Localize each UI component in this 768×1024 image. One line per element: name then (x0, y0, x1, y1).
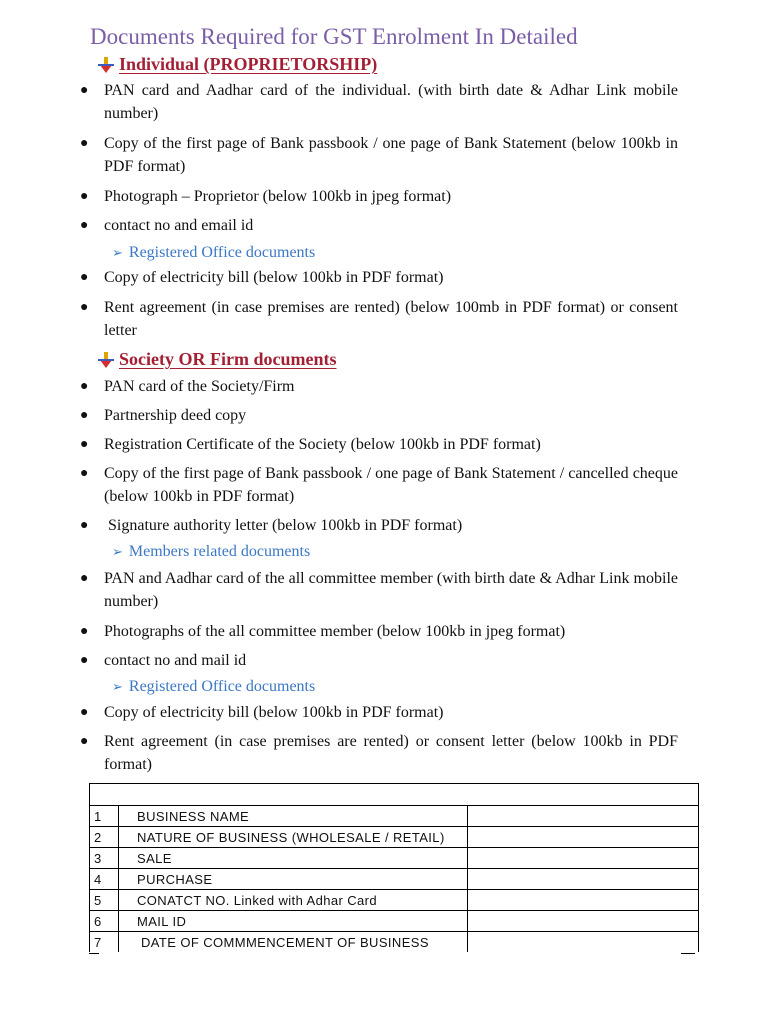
row-label: NATURE OF BUSINESS (WHOLESALE / RETAIL) (119, 827, 468, 848)
arrow-right-icon: ➢ (112, 679, 123, 694)
thumb-down-pointer-icon (97, 351, 115, 369)
list-item: ● Copy of electricity bill (below 100kb in PDF format) (80, 704, 444, 721)
row-value-cell[interactable] (468, 806, 699, 827)
list-item: ● Rent agreement (in case premises are rented) (below 100mb in PDF format) or consent letter (80, 299, 678, 339)
table-row (90, 827, 699, 848)
table-bottom-edge (681, 953, 695, 954)
arrow-right-icon: ➢ (112, 544, 123, 559)
business-info-table (89, 783, 699, 952)
list-item: ● Photograph – Proprietor (below 100kb in jpeg format) (80, 188, 452, 205)
arrow-right-icon: ➢ (112, 245, 123, 260)
row-number: 4 (90, 869, 119, 890)
row-number: 6 (90, 911, 119, 932)
row-number: 7 (90, 932, 119, 953)
list-item: ● contact no and email id (80, 217, 254, 234)
row-label: SALE (119, 848, 468, 869)
table-row (90, 848, 699, 869)
table-row (90, 890, 699, 911)
list-item: ● Rent agreement (in case premises are rented) or consent letter (below 100kb in PDF format) (80, 733, 678, 773)
table-row (90, 911, 699, 932)
sub-heading-registered-office: ➢ Registered Office documents (112, 678, 316, 695)
table-header-cell (90, 784, 699, 806)
section-heading-society (97, 349, 336, 370)
table-row (90, 869, 699, 890)
table-bottom-edge (89, 953, 99, 954)
row-value-cell[interactable] (468, 890, 699, 911)
section-heading-individual (97, 54, 377, 75)
list-item: ● Copy of the first page of Bank passbook / one page of Bank Statement / cancelled cheque (below 100kb in PDF format) (80, 465, 678, 505)
row-number: 1 (90, 806, 119, 827)
list-item: ● PAN card of the Society/Firm (80, 378, 295, 395)
table-row (90, 932, 699, 953)
sub-heading-members: ➢ Members related documents (112, 543, 311, 560)
thumb-down-pointer-icon (97, 56, 115, 74)
list-item: ● Partnership deed copy (80, 407, 247, 424)
list-item: ● PAN card and Aadhar card of the individual. (with birth date & Adhar Link mobile number) (80, 82, 678, 122)
list-item: ● Copy of electricity bill (below 100kb in PDF format) (80, 269, 444, 286)
row-label: DATE OF COMMMENCEMENT OF BUSINESS (119, 932, 468, 953)
table-row (90, 806, 699, 827)
list-item: ● PAN and Aadhar card of the all committee member (with birth date & Adhar Link mobile number) (80, 570, 678, 610)
row-value-cell[interactable] (468, 911, 699, 932)
row-label: MAIL ID (119, 911, 468, 932)
row-number: 5 (90, 890, 119, 911)
row-number: 3 (90, 848, 119, 869)
row-value-cell[interactable] (468, 848, 699, 869)
row-label: PURCHASE (119, 869, 468, 890)
section-heading-text: Society OR Firm documents (119, 349, 337, 369)
row-value-cell[interactable] (468, 869, 699, 890)
row-number: 2 (90, 827, 119, 848)
list-item: ● Copy of the first page of Bank passbook / one page of Bank Statement (below 100kb in PDF format) (80, 135, 678, 175)
row-value-cell[interactable] (468, 932, 699, 953)
row-label: CONATCT NO. Linked with Adhar Card (119, 890, 468, 911)
sub-heading-registered-office: ➢ Registered Office documents (112, 244, 316, 261)
row-value-cell[interactable] (468, 827, 699, 848)
list-item: ● contact no and mail id (80, 652, 247, 669)
page-title: Documents Required for GST Enrolment In Detailed (90, 24, 578, 49)
list-item: ● Photographs of the all committee member (below 100kb in jpeg format) (80, 623, 566, 640)
table-header-row (90, 784, 699, 806)
section-heading-text: Individual (PROPRIETORSHIP) (119, 54, 378, 74)
list-item: ● Signature authority letter (below 100kb in PDF format) (80, 517, 463, 534)
row-label: BUSINESS NAME (119, 806, 468, 827)
list-item: ● Registration Certificate of the Society (below 100kb in PDF format) (80, 436, 541, 453)
